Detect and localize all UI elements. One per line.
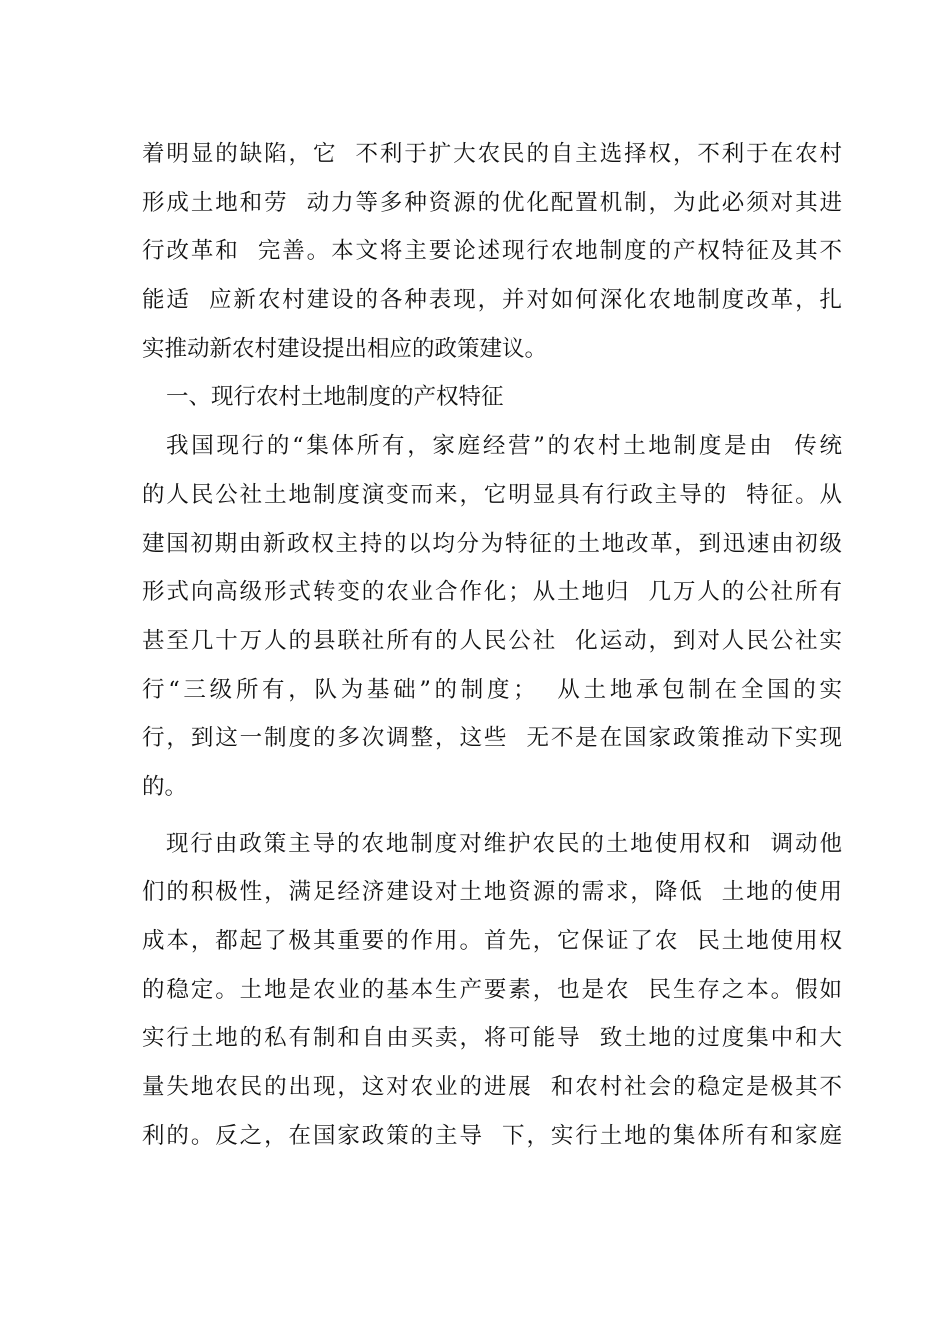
text-line: 行“三级所有，队为基础”的制度； 从土地承包制在全国的实: [142, 676, 842, 703]
text-line: 的。: [142, 773, 188, 800]
text-line: 们的积极性，满足经济建设对土地资源的需求，降低 土地的使用: [142, 879, 842, 906]
text-line: 着明显的缺陷，它 不利于扩大农民的自主选择权，不利于在农村: [142, 141, 842, 167]
text-line: 我国现行的“集体所有，家庭经营”的农村土地制度是由 传统: [166, 433, 842, 460]
text-line: 行改革和 完善。本文将主要论述现行农地制度的产权特征及其不: [142, 238, 842, 265]
paragraph-2: [142, 422, 842, 812]
paragraph-gap: [142, 812, 842, 820]
paragraph-1: [142, 130, 842, 373]
section-heading: 一、现行农村土地制度的产权特征: [166, 384, 504, 411]
text-line: 量失地农民的出现，这对农业的进展 和农村社会的稳定是极其不: [142, 1074, 842, 1101]
body-text: [142, 130, 842, 1160]
text-line: 形成土地和劳 动力等多种资源的优化配置机制，为此必须对其进: [142, 189, 842, 216]
text-line: 实推动新农村建设提出相应的政策建议。: [142, 335, 548, 362]
text-line: 能适 应新农村建设的各种表现，并对如何深化农地制度改革，扎: [142, 287, 842, 314]
text-line: 甚至几十万人的县联社所有的人民公社 化运动，到对人民公社实: [142, 627, 842, 654]
text-line: 形式向高级形式转变的农业合作化；从土地归 几万人的公社所有: [142, 579, 842, 606]
text-line: 利的。反之，在国家政策的主导 下，实行土地的集体所有和家庭: [142, 1122, 842, 1149]
text-line: 现行由政策主导的农地制度对维护农民的土地使用权和 调动他: [166, 830, 842, 857]
text-line: 成本，都起了极其重要的作用。首先，它保证了农 民土地使用权: [142, 928, 842, 954]
text-line: 实行土地的私有制和自由买卖，将可能导 致土地的过度集中和大: [142, 1025, 842, 1052]
paragraph-3: [142, 820, 842, 1161]
text-line: 的稳定。土地是农业的基本生产要素，也是农 民生存之本。假如: [142, 976, 842, 1003]
text-line: 的人民公社土地制度演变而来，它明显具有行政主导的 特征。从: [142, 481, 842, 508]
text-line: 行，到这一制度的多次调整，这些 无不是在国家政策推动下实现: [142, 725, 842, 752]
text-line: 建国初期由新政权主持的以均分为特征的土地改革，到迅速由初级: [142, 530, 842, 557]
